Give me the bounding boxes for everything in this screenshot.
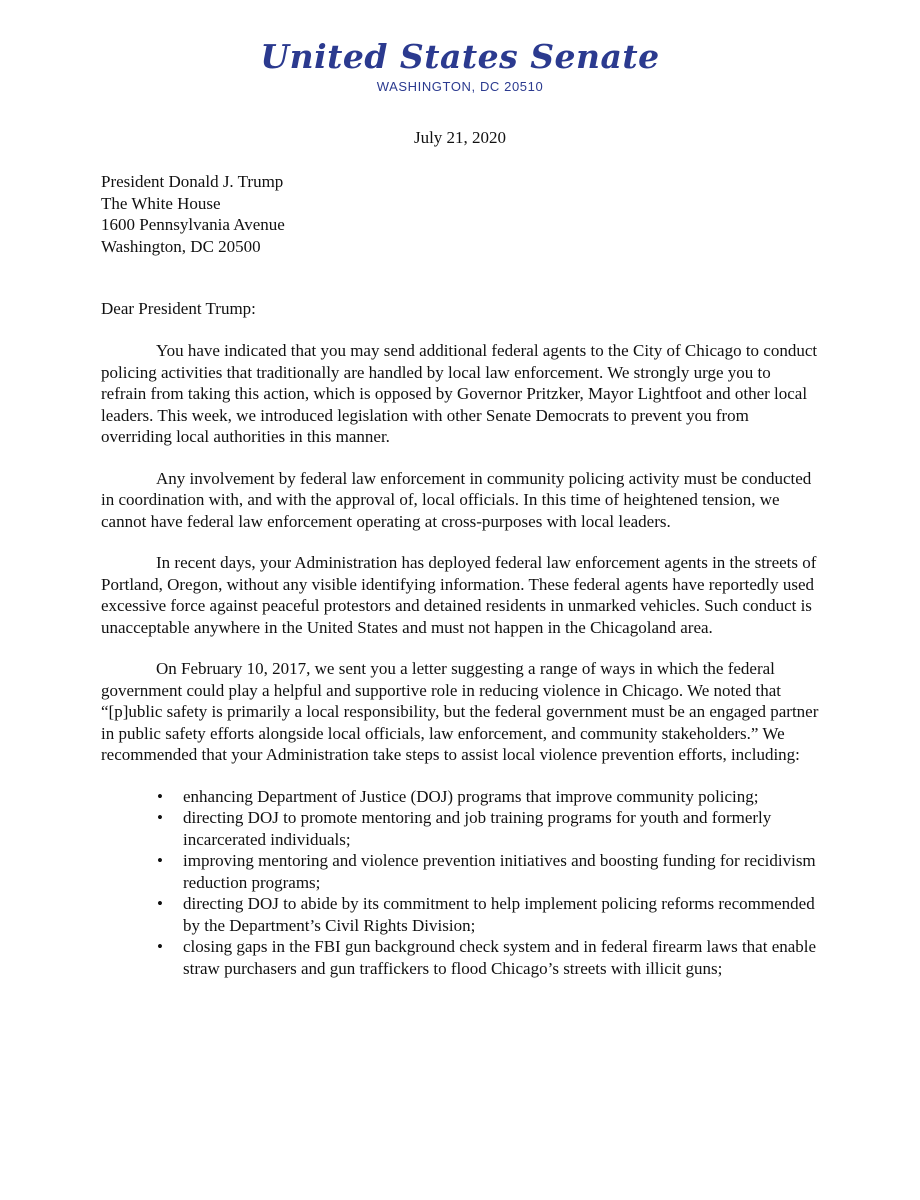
bullet-icon: • <box>157 894 163 913</box>
list-item <box>157 807 819 850</box>
recipient-address <box>101 171 285 257</box>
letter-date: July 21, 2020 <box>413 128 507 147</box>
recipient-name: President Donald J. Trump <box>101 172 284 191</box>
paragraph-coordination: Any involvement by federal law enforcement in community policing activity must be conducted in coordination with, and with the approval of, local officials. In this time of heightened tension, we cannot have federal law enforcement operating at cross-purposes with local leaders. <box>101 468 812 531</box>
letter-body <box>101 340 819 979</box>
recipient-organization: The White House <box>101 193 221 213</box>
paragraph-previous-letter: On February 10, 2017, we sent you a letter suggesting a range of ways in which the federal government could play a helpful and supportive role in reducing violence in Chicago. We noted that “[p]ublic safety is primarily a local responsibility, but the federal government must be an engaged partner in public safety efforts alongside local officials, law enforcement, and community stakeholders.” We recommended that your Administration take steps to assist local violence prevention efforts, including: <box>101 659 819 764</box>
letterhead <box>0 38 920 95</box>
recipient-street: 1600 Pennsylvania Avenue <box>101 215 285 234</box>
bullet-icon: • <box>157 808 163 827</box>
bullet-icon: • <box>157 786 163 806</box>
list-item-text: directing DOJ to abide by its commitment to help implement policing reforms recommended by the Department’s Civil Rights Division; <box>183 894 815 935</box>
paragraph-federal-agents: You have indicated that you may send additional federal agents to the City of Chicago to conduct policing activities that traditionally are handled by local law enforcement. We strongly urge you to refrain from taking this action, which is opposed by Governor Pritzker, Mayor Lightfoot and other local leaders. This week, we introduced legislation with other Senate Democrats to prevent you from overriding local authorities in this manner. <box>101 341 818 446</box>
bullet-icon: • <box>157 937 163 956</box>
list-item-text: enhancing Department of Justice (DOJ) programs that improve community policing; <box>183 786 759 806</box>
list-item <box>157 850 819 893</box>
senate-letterhead-location: WASHINGTON, DC 20510 <box>376 79 544 94</box>
paragraph-portland: In recent days, your Administration has deployed federal law enforcement agents in the streets of Portland, Oregon, without any visible identifying information. These federal agents have reportedly used excessive force against peaceful protestors and detained residents in unmarked vehicles. Such conduct is unacceptable anywhere in the United States and must not happen in the Chicagoland area. <box>101 553 817 637</box>
salutation: Dear President Trump: <box>101 299 256 318</box>
list-item-text: closing gaps in the FBI gun background check system and in federal firearm laws that enable straw purchasers and gun traffickers to flood Chicago’s streets with illicit guns; <box>183 937 817 978</box>
list-item <box>157 786 819 808</box>
recommendation-list <box>101 786 819 980</box>
list-item <box>157 893 819 936</box>
list-item <box>157 936 819 979</box>
bullet-icon: • <box>157 851 163 870</box>
list-item-text: improving mentoring and violence prevention initiatives and boosting funding for recidivism reduction programs; <box>183 851 816 892</box>
list-item-text: directing DOJ to promote mentoring and job training programs for youth and formerly incarcerated individuals; <box>183 808 772 849</box>
senate-letterhead-title: United States Senate <box>260 37 660 76</box>
recipient-city: Washington, DC 20500 <box>101 236 261 256</box>
